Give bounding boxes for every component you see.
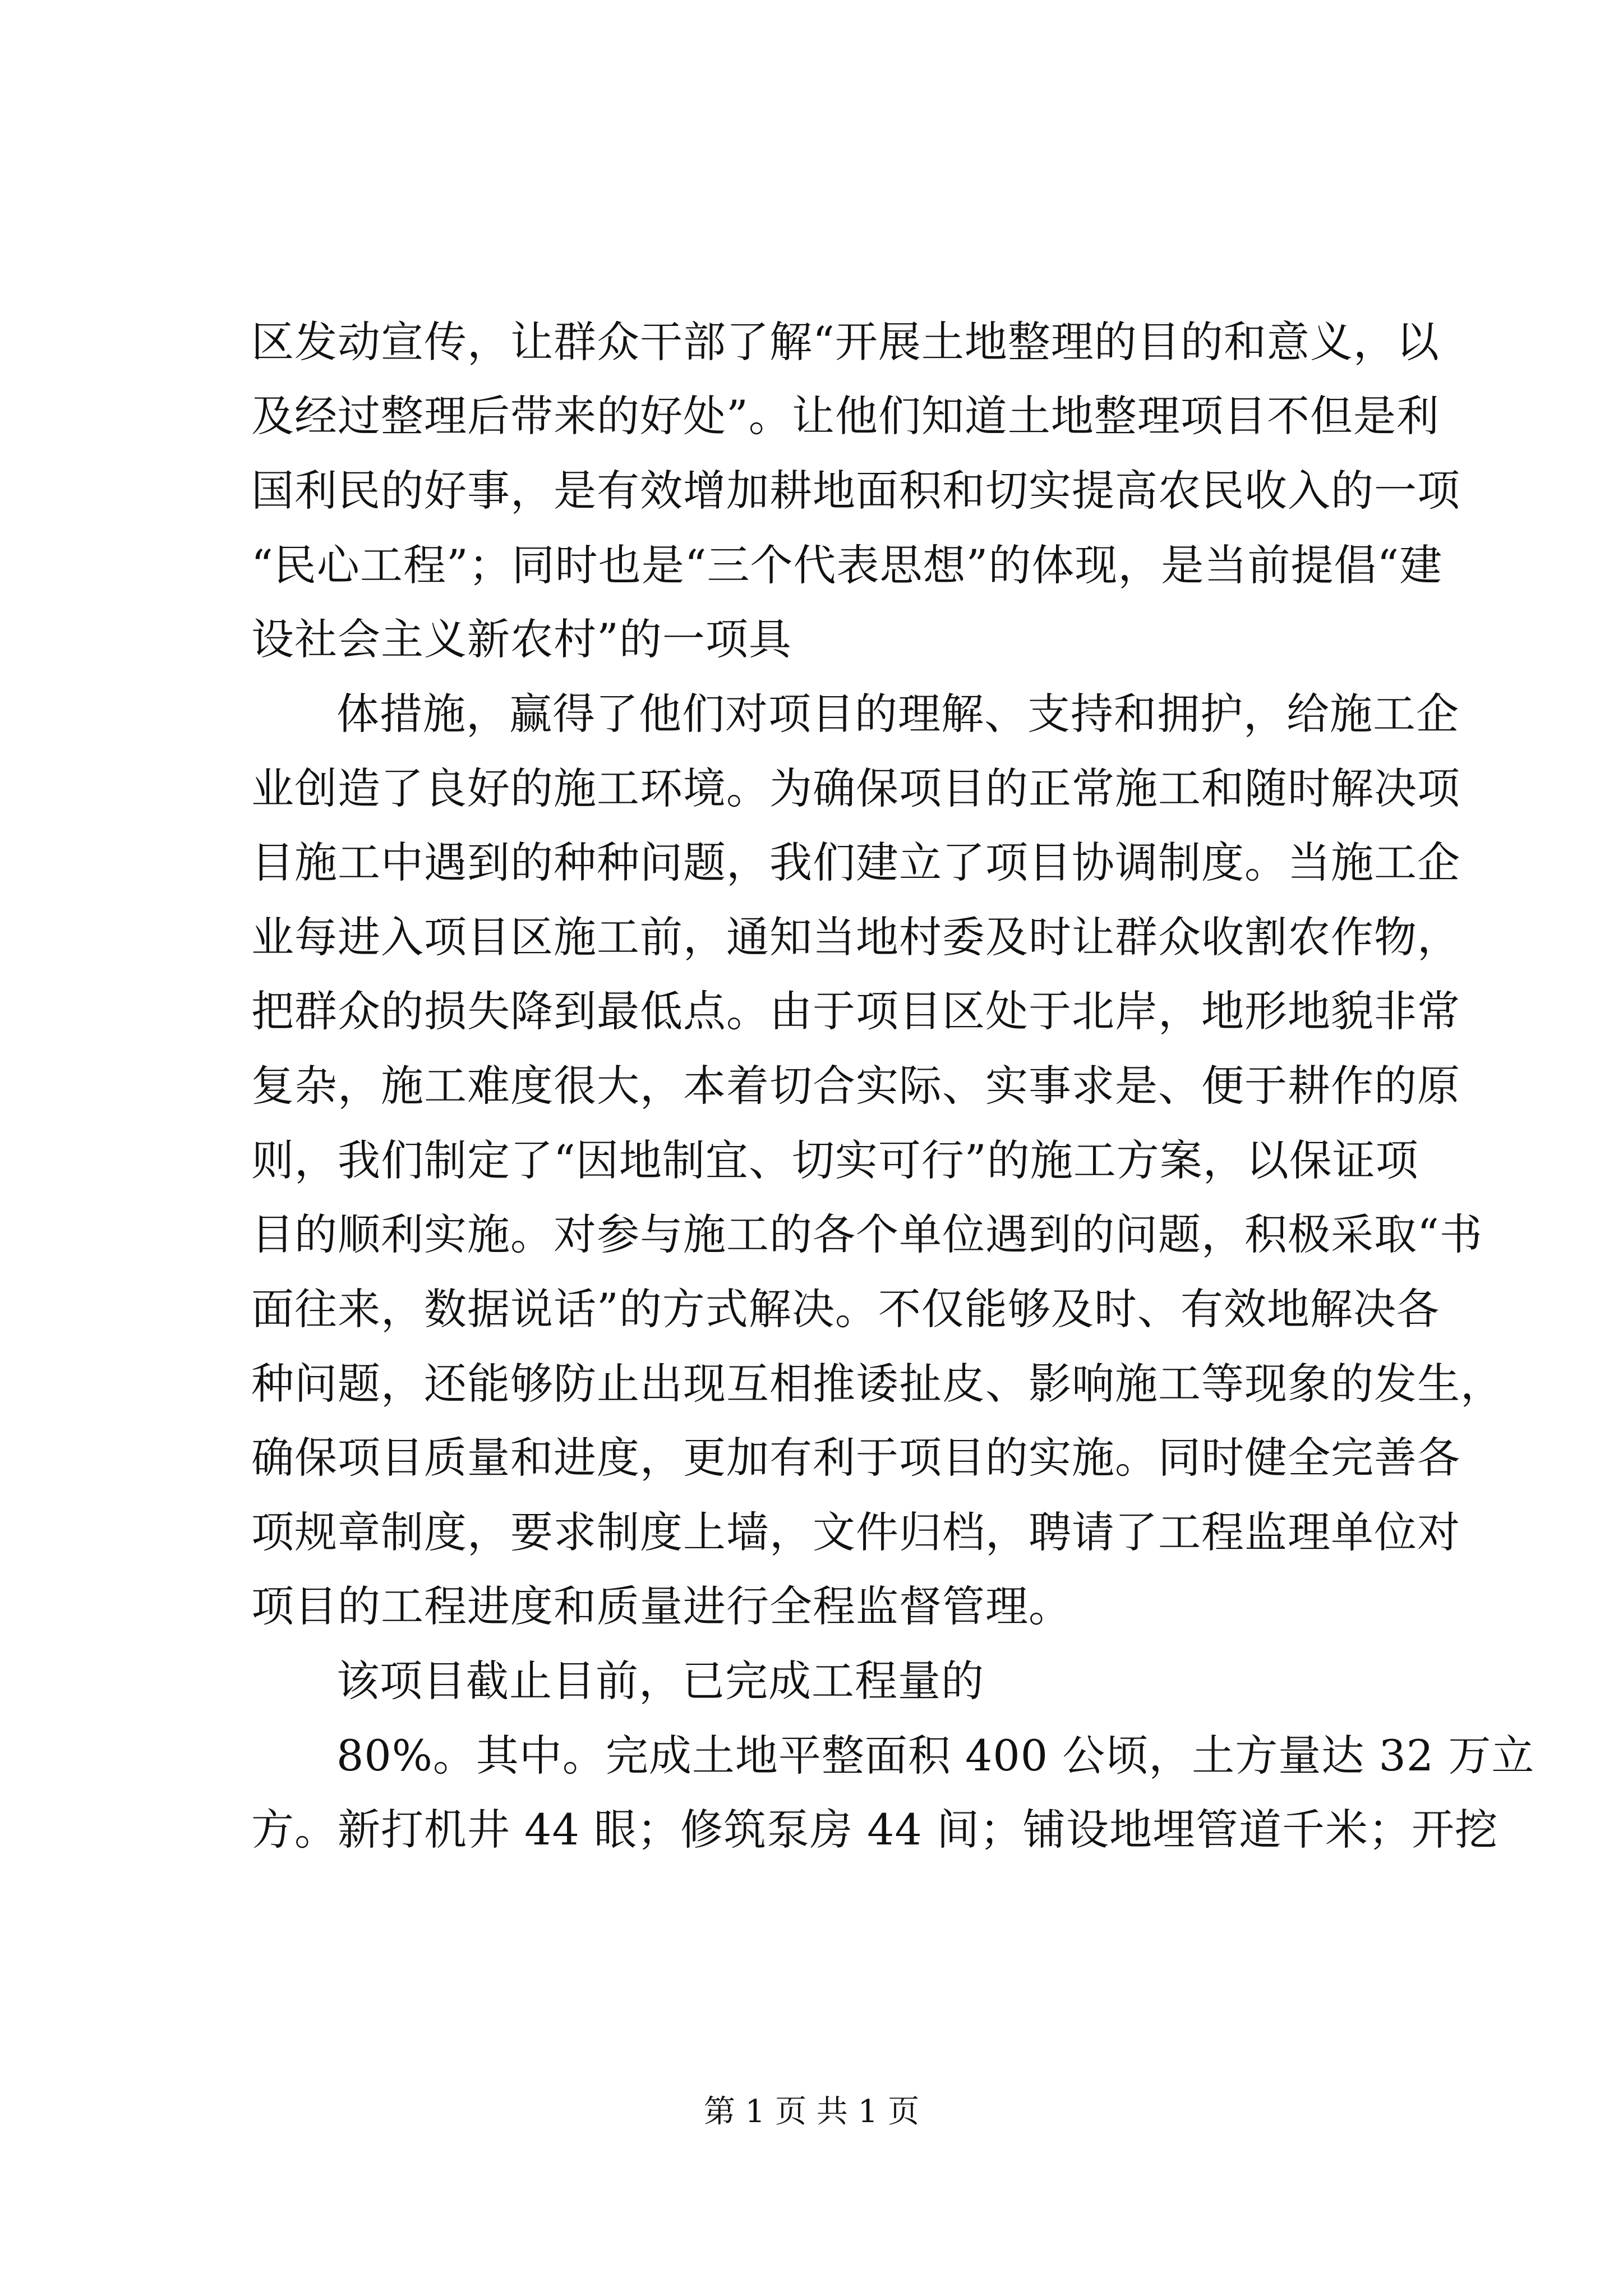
text-line-10: 把群众的损失降到最低点。由于项目区处于北岸，地形地貌非常 <box>251 986 1460 1036</box>
text-line-13: 目的顺利实施。对参与施工的各个单位遇到的问题，积极采取“书 <box>251 1209 1483 1259</box>
text-line-6: 体措施，赢得了他们对项目的理解、支持和拥护，给施工企 <box>336 689 1459 739</box>
text-line-12: 则，我们制定了“因地制宜、切实可行”的施工方案，以保证项 <box>251 1135 1419 1185</box>
text-line-21: 方。新打机井 44 眼；修筑泵房 44 间；铺设地埋管道千米；开挖 <box>251 1805 1498 1855</box>
text-line-17: 项规章制度，要求制度上墙，文件归档，聘请了工程监理单位对 <box>251 1507 1460 1557</box>
page-footer <box>0 2092 1623 2132</box>
text-line-16: 确保项目质量和进度，更加有利于项目的实施。同时健全完善各 <box>251 1433 1460 1483</box>
text-line-8: 目施工中遇到的种种问题，我们建立了项目协调制度。当施工企 <box>251 838 1460 887</box>
text-line-11: 复杂，施工难度很大，本着切合实际、实事求是、便于耕作的原 <box>251 1061 1460 1111</box>
text-line-15: 种问题，还能够防止出现互相推诿扯皮、影响施工等现象的发生， <box>251 1359 1504 1409</box>
text-line-1: 区发动宣传，让群众干部了解“开展土地整理的目的和意义，以 <box>251 317 1440 367</box>
text-line-7: 业创造了良好的施工环境。为确保项目的正常施工和随时解决项 <box>251 763 1460 813</box>
text-line-14: 面往来，数据说话”的方式解决。不仅能够及时、有效地解决各 <box>251 1284 1440 1334</box>
text-line-19: 该项目截止目前，已完成工程量的 <box>336 1656 984 1706</box>
text-line-18: 项目的工程进度和质量进行全程监督管理。 <box>251 1581 1072 1631</box>
text-line-2: 及经过整理后带来的好处”。让他们知道土地整理项目不但是利 <box>251 391 1440 441</box>
text-line-3: 国利民的好事，是有效增加耕地面积和切实提高农民收入的一项 <box>251 466 1460 516</box>
text-line-9: 业每进入项目区施工前，通知当地村委及时让群众收割农作物， <box>251 912 1460 962</box>
text-line-4: “民心工程”；同时也是“三个代表思想”的体现，是当前提倡“建 <box>251 540 1443 590</box>
text-line-5: 设社会主义新农村”的一项具 <box>251 614 792 664</box>
text-line-20: 80%。其中。完成土地平整面积 400 公顷，土方量达 32 万立 <box>336 1731 1535 1780</box>
page-number-label: 第 1 页 共 1 页 <box>703 2093 920 2130</box>
